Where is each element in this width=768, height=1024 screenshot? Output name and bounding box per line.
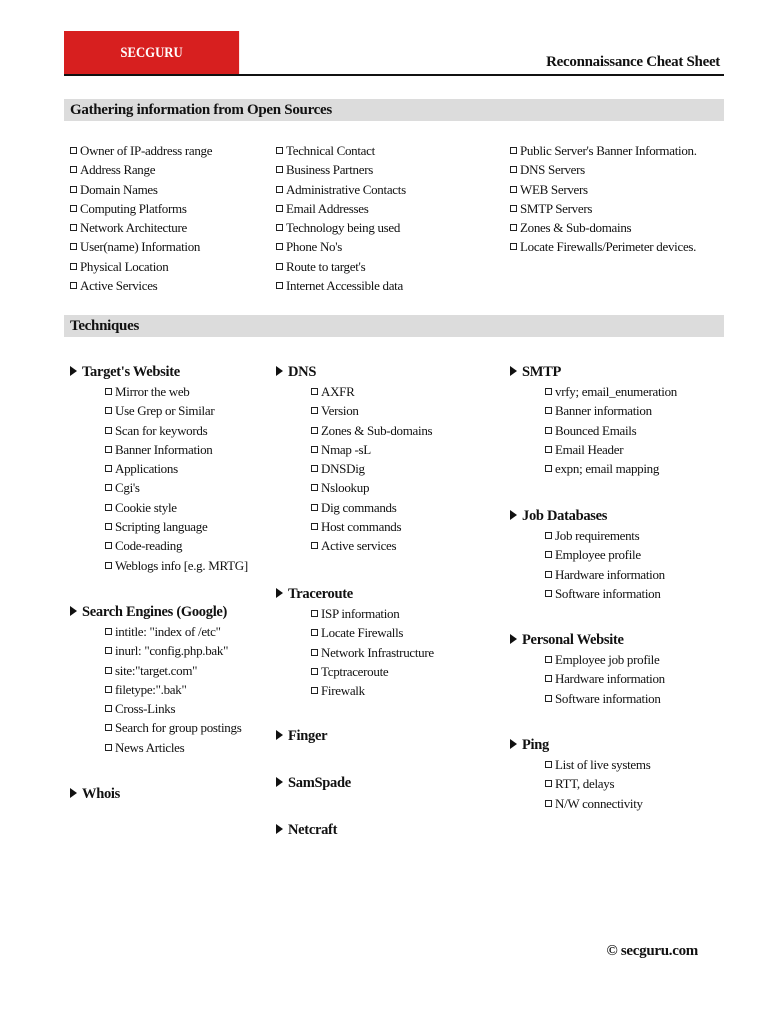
list-item-label: Code-reading — [115, 538, 183, 554]
list-item-label: Banner Information — [115, 441, 213, 457]
list-item — [311, 536, 432, 555]
list-item — [545, 650, 665, 669]
technique-sublist — [70, 622, 241, 757]
list-item — [70, 257, 212, 276]
list-item — [510, 160, 697, 179]
checkbox-bullet-icon — [510, 224, 517, 231]
technique-group — [70, 602, 241, 757]
list-item-label: Technology being used — [286, 220, 401, 236]
checkbox-bullet-icon — [510, 147, 517, 154]
list-item-label: Weblogs info [e.g. MRTG] — [115, 557, 248, 573]
list-item — [70, 141, 212, 160]
list-item-label: News Articles — [115, 739, 185, 755]
checkbox-bullet-icon — [105, 562, 112, 569]
list-item — [311, 421, 432, 440]
checkbox-bullet-icon — [70, 147, 77, 154]
list-item-label: Public Server's Banner Information. — [520, 143, 697, 158]
checkbox-bullet-icon — [276, 224, 283, 231]
list-item — [510, 141, 697, 160]
list-item — [545, 440, 677, 459]
checkbox-bullet-icon — [276, 263, 283, 270]
checkbox-bullet-icon — [70, 186, 77, 193]
open-sources-column-1 — [70, 141, 212, 295]
list-item — [70, 160, 212, 179]
list-item — [545, 774, 650, 793]
technique-heading — [276, 726, 327, 746]
list-item — [311, 662, 434, 681]
checkbox-bullet-icon — [105, 523, 112, 530]
checkbox-bullet-icon — [545, 465, 552, 472]
checkbox-bullet-icon — [545, 407, 552, 414]
triangle-bullet-icon — [276, 366, 283, 376]
technique-group — [276, 773, 351, 793]
checkbox-bullet-icon — [105, 647, 112, 654]
checkbox-bullet-icon — [276, 243, 283, 250]
list-item — [545, 382, 677, 401]
list-item — [545, 526, 665, 545]
list-item — [105, 382, 248, 401]
list-item — [510, 180, 697, 199]
list-item-label: Job requirements — [555, 528, 640, 543]
checkbox-bullet-icon — [545, 446, 552, 453]
list-item — [545, 669, 665, 688]
checkbox-bullet-icon — [276, 186, 283, 193]
triangle-bullet-icon — [276, 824, 283, 834]
technique-heading — [70, 362, 248, 382]
checkbox-bullet-icon — [276, 147, 283, 154]
list-item — [105, 699, 241, 718]
list-item-label: Locate Firewalls/Perimeter devices. — [520, 239, 697, 255]
checkbox-bullet-icon — [545, 388, 552, 395]
list-item — [510, 199, 697, 218]
list-item-label: Phone No's — [286, 239, 343, 255]
triangle-bullet-icon — [510, 739, 517, 749]
list-item — [105, 421, 248, 440]
checkbox-bullet-icon — [276, 282, 283, 289]
checkbox-bullet-icon — [545, 427, 552, 434]
checkbox-bullet-icon — [70, 166, 77, 173]
checkbox-bullet-icon — [545, 800, 552, 807]
technique-sublist — [70, 382, 248, 575]
list-item-label: AXFR — [321, 384, 355, 399]
checkbox-bullet-icon — [545, 551, 552, 558]
checkbox-bullet-icon — [545, 761, 552, 768]
list-item-label: Nmap -sL — [321, 441, 371, 457]
list-item — [545, 755, 650, 774]
list-item-label: Dig commands — [321, 499, 397, 515]
checkbox-bullet-icon — [105, 667, 112, 674]
checkbox-bullet-icon — [510, 205, 517, 212]
list-item — [105, 556, 248, 575]
list-item-label: Administrative Contacts — [286, 181, 406, 197]
page-title: Reconnaissance Cheat Sheet — [546, 54, 720, 70]
checkbox-bullet-icon — [105, 504, 112, 511]
technique-heading-label: Job Databases — [522, 508, 608, 524]
list-item — [311, 604, 434, 623]
technique-sublist — [510, 526, 665, 603]
triangle-bullet-icon — [70, 366, 77, 376]
triangle-bullet-icon — [70, 788, 77, 798]
list-item-label: ISP information — [321, 606, 400, 621]
technique-heading — [510, 735, 650, 755]
list-item-label: DNSDig — [321, 461, 365, 477]
checkbox-bullet-icon — [545, 675, 552, 682]
list-item-label: Owner of IP-address range — [80, 143, 213, 158]
list-item-label: Banner information — [555, 403, 652, 419]
list-item — [510, 218, 697, 237]
list-item-label: Software information — [555, 585, 661, 601]
list-item — [70, 276, 212, 295]
list-item-label: expn; email mapping — [555, 461, 660, 477]
technique-group — [70, 362, 248, 575]
technique-group — [276, 584, 434, 700]
technique-group — [510, 630, 665, 708]
list-item-label: Domain Names — [80, 181, 158, 197]
list-item — [276, 237, 406, 256]
open-sources-column-2 — [276, 141, 406, 295]
list-item-label: Locate Firewalls — [321, 625, 404, 641]
list-item — [105, 738, 241, 757]
list-item — [276, 180, 406, 199]
technique-heading-label: Netcraft — [288, 822, 338, 838]
list-item — [545, 565, 665, 584]
list-item — [311, 643, 434, 662]
list-item — [276, 141, 406, 160]
list-item — [545, 545, 665, 564]
checkbox-bullet-icon — [510, 166, 517, 173]
technique-heading-label: SamSpade — [288, 775, 351, 791]
list-item — [311, 478, 432, 497]
list-item-label: Computing Platforms — [80, 200, 187, 216]
list-item — [545, 421, 677, 440]
checkbox-bullet-icon — [510, 243, 517, 250]
technique-heading-label: DNS — [288, 364, 317, 380]
list-item-label: User(name) Information — [80, 239, 201, 255]
list-item-label: Hardware information — [555, 566, 665, 582]
technique-heading — [276, 773, 351, 793]
list-item-label: Physical Location — [80, 258, 169, 274]
technique-group — [510, 735, 650, 813]
checkbox-bullet-icon — [70, 224, 77, 231]
list-item-label: Zones & Sub-domains — [321, 422, 433, 438]
list-item-label: Version — [321, 403, 359, 419]
list-item — [105, 641, 241, 660]
triangle-bullet-icon — [276, 588, 283, 598]
list-item — [311, 440, 432, 459]
list-item-label: Search for group postings — [115, 720, 242, 736]
technique-group — [276, 362, 432, 556]
technique-group — [276, 726, 327, 746]
technique-heading — [276, 362, 432, 382]
logo-text: SECGURU — [120, 45, 183, 61]
checkbox-bullet-icon — [105, 724, 112, 731]
list-item-label: Route to target's — [286, 258, 366, 274]
triangle-bullet-icon — [70, 606, 77, 616]
checkbox-bullet-icon — [105, 484, 112, 491]
checkbox-bullet-icon — [70, 282, 77, 289]
list-item-label: Active Services — [80, 278, 158, 294]
checkbox-bullet-icon — [105, 446, 112, 453]
list-item — [545, 459, 677, 478]
header-divider — [64, 74, 724, 76]
list-item-label: SMTP Servers — [520, 200, 593, 216]
list-item-label: Cross-Links — [115, 701, 176, 717]
technique-sublist — [276, 382, 432, 556]
list-item-label: Tcptraceroute — [321, 663, 389, 679]
list-item-label: Employee profile — [555, 547, 641, 563]
technique-heading — [70, 784, 120, 804]
checkbox-bullet-icon — [311, 542, 318, 549]
technique-heading — [510, 362, 677, 382]
section-open-sources-title: Gathering information from Open Sources — [64, 99, 724, 121]
technique-heading-label: Whois — [82, 786, 120, 802]
list-item — [276, 218, 406, 237]
checkbox-bullet-icon — [311, 523, 318, 530]
checkbox-bullet-icon — [311, 465, 318, 472]
list-item — [105, 680, 241, 699]
list-item-label: Use Grep or Similar — [115, 403, 215, 419]
list-item-label: Software information — [555, 690, 661, 706]
list-item-label: Scripting language — [115, 519, 208, 535]
checkbox-bullet-icon — [105, 465, 112, 472]
technique-heading-label: Ping — [522, 737, 549, 753]
list-item — [105, 440, 248, 459]
list-item-label: Technical Contact — [286, 143, 375, 158]
list-item-label: Network Infrastructure — [321, 644, 434, 660]
checkbox-bullet-icon — [311, 407, 318, 414]
technique-group — [510, 506, 665, 603]
list-item-label: Address Range — [80, 162, 156, 178]
list-item — [105, 661, 241, 680]
list-item-label: List of live systems — [555, 757, 651, 772]
checkbox-bullet-icon — [545, 571, 552, 578]
list-item — [545, 794, 650, 813]
checkbox-bullet-icon — [545, 695, 552, 702]
list-item — [105, 718, 241, 737]
list-item-label: Email Header — [555, 441, 624, 457]
list-item — [70, 218, 212, 237]
list-item-label: DNS Servers — [520, 162, 585, 178]
list-item-label: WEB Servers — [520, 181, 588, 197]
checkbox-bullet-icon — [105, 705, 112, 712]
checkbox-bullet-icon — [311, 504, 318, 511]
technique-heading — [510, 630, 665, 650]
list-item — [105, 401, 248, 420]
list-item-label: Firewalk — [321, 683, 365, 699]
technique-heading-label: SMTP — [522, 364, 562, 380]
list-item — [311, 401, 432, 420]
triangle-bullet-icon — [510, 634, 517, 644]
list-item — [311, 681, 434, 700]
checkbox-bullet-icon — [311, 629, 318, 636]
technique-heading-label: Traceroute — [288, 586, 353, 602]
checkbox-bullet-icon — [276, 205, 283, 212]
checkbox-bullet-icon — [276, 166, 283, 173]
technique-heading-label: Finger — [288, 728, 328, 744]
list-item — [311, 382, 432, 401]
list-item — [105, 498, 248, 517]
list-item — [311, 498, 432, 517]
checkbox-bullet-icon — [105, 686, 112, 693]
checkbox-bullet-icon — [545, 590, 552, 597]
checkbox-bullet-icon — [70, 243, 77, 250]
technique-heading — [276, 584, 434, 604]
list-item — [545, 401, 677, 420]
checkbox-bullet-icon — [105, 628, 112, 635]
checkbox-bullet-icon — [311, 649, 318, 656]
list-item-label: N/W connectivity — [555, 795, 643, 811]
checkbox-bullet-icon — [510, 186, 517, 193]
list-item-label: Hardware information — [555, 671, 665, 687]
list-item — [105, 622, 241, 641]
list-item-label: Internet Accessible data — [286, 278, 403, 294]
list-item-label: Employee job profile — [555, 652, 660, 667]
checkbox-bullet-icon — [70, 205, 77, 212]
list-item — [311, 623, 434, 642]
list-item — [276, 276, 406, 295]
technique-sublist — [510, 650, 665, 708]
technique-sublist — [276, 604, 434, 700]
list-item-label: Cgi's — [115, 480, 140, 496]
list-item — [311, 459, 432, 478]
checkbox-bullet-icon — [545, 656, 552, 663]
list-item — [276, 257, 406, 276]
list-item-label: Network Architecture — [80, 220, 187, 236]
technique-heading — [70, 602, 241, 622]
footer-copyright: © secguru.com — [606, 943, 698, 959]
open-sources-column-3 — [510, 141, 697, 257]
checkbox-bullet-icon — [105, 388, 112, 395]
list-item — [70, 180, 212, 199]
list-item-label: site:"target.com" — [115, 662, 198, 678]
list-item-label: Zones & Sub-domains — [520, 220, 632, 236]
technique-heading-label: Target's Website — [82, 364, 180, 380]
list-item-label: Email Addresses — [286, 200, 369, 216]
list-item-label: Active services — [321, 538, 397, 554]
checkbox-bullet-icon — [311, 610, 318, 617]
checkbox-bullet-icon — [105, 407, 112, 414]
technique-heading — [510, 506, 665, 526]
technique-group — [510, 362, 677, 478]
list-item-label: intitle: "index of /etc" — [115, 624, 221, 639]
list-item-label: Applications — [115, 461, 178, 477]
checkbox-bullet-icon — [311, 668, 318, 675]
list-item — [510, 237, 697, 256]
checkbox-bullet-icon — [311, 427, 318, 434]
list-item — [276, 199, 406, 218]
triangle-bullet-icon — [276, 777, 283, 787]
checkbox-bullet-icon — [70, 263, 77, 270]
logo-banner — [64, 31, 239, 75]
checkbox-bullet-icon — [311, 388, 318, 395]
list-item — [70, 237, 212, 256]
checkbox-bullet-icon — [311, 446, 318, 453]
checkbox-bullet-icon — [545, 532, 552, 539]
checkbox-bullet-icon — [545, 780, 552, 787]
checkbox-bullet-icon — [105, 542, 112, 549]
triangle-bullet-icon — [510, 510, 517, 520]
section-techniques-title: Techniques — [64, 315, 724, 337]
list-item-label: Cookie style — [115, 499, 177, 515]
checkbox-bullet-icon — [105, 427, 112, 434]
list-item-label: Scan for keywords — [115, 422, 208, 438]
checkbox-bullet-icon — [311, 484, 318, 491]
triangle-bullet-icon — [510, 366, 517, 376]
list-item-label: inurl: "config.php.bak" — [115, 643, 229, 659]
list-item-label: RTT, delays — [555, 776, 615, 792]
triangle-bullet-icon — [276, 730, 283, 740]
list-item — [276, 160, 406, 179]
list-item — [105, 478, 248, 497]
list-item-label: filetype:".bak" — [115, 681, 187, 697]
list-item — [545, 689, 665, 708]
list-item-label: Bounced Emails — [555, 422, 637, 438]
list-item — [311, 517, 432, 536]
list-item-label: Mirror the web — [115, 384, 190, 399]
technique-heading-label: Personal Website — [522, 632, 624, 648]
list-item — [105, 536, 248, 555]
list-item — [105, 517, 248, 536]
list-item — [70, 199, 212, 218]
list-item-label: Nslookup — [321, 480, 370, 496]
list-item-label: Host commands — [321, 519, 402, 535]
list-item — [105, 459, 248, 478]
technique-group — [276, 820, 337, 840]
checkbox-bullet-icon — [105, 744, 112, 751]
list-item-label: vrfy; email_enumeration — [555, 384, 677, 399]
technique-heading-label: Search Engines (Google) — [82, 604, 228, 620]
technique-group — [70, 784, 120, 804]
checkbox-bullet-icon — [311, 687, 318, 694]
list-item — [545, 584, 665, 603]
list-item-label: Business Partners — [286, 162, 373, 178]
technique-sublist — [510, 755, 650, 813]
technique-sublist — [510, 382, 677, 478]
technique-heading — [276, 820, 337, 840]
